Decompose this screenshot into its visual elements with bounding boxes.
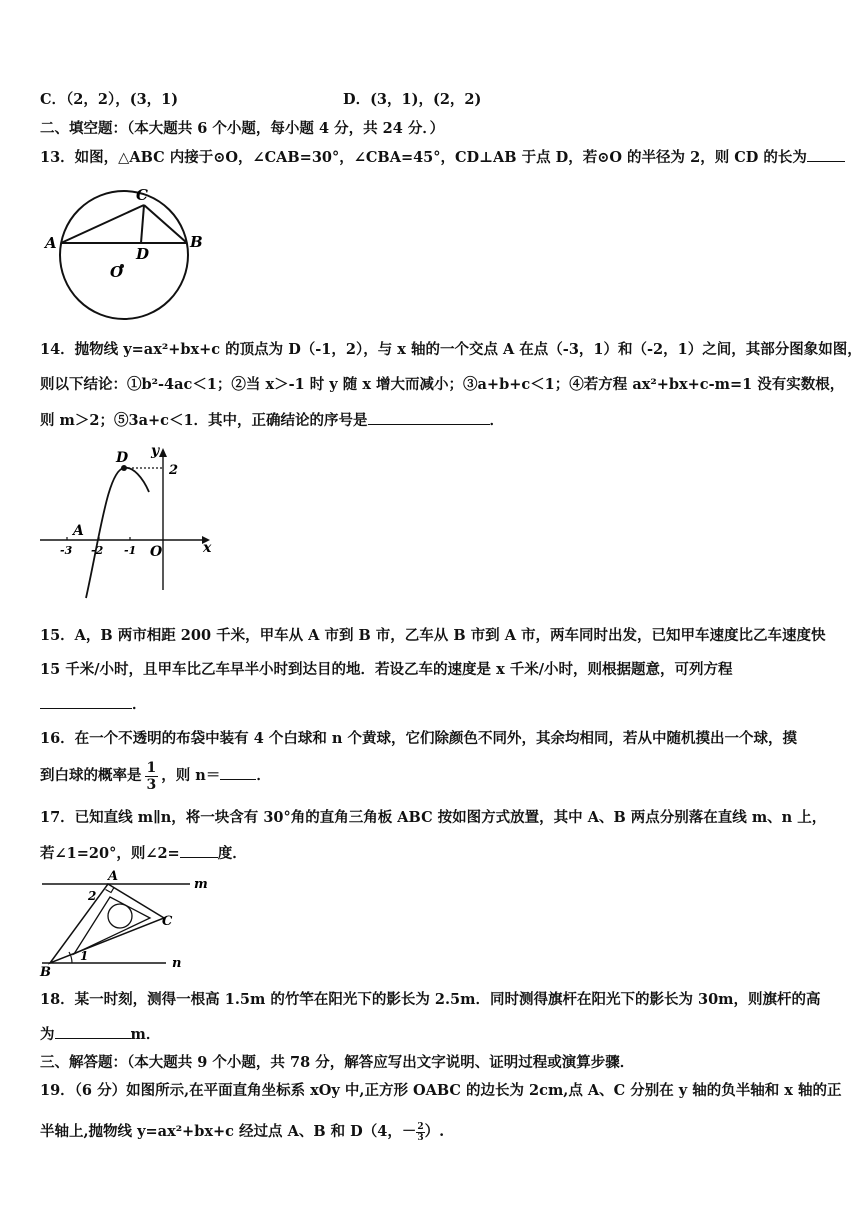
q17-triangle-outer [50,884,164,963]
q13-stem: 13．如图，△ABC 内接于⊙O，∠CAB=30°，∠CBA=45°，CD⊥AB 于点 D，若⊙O 的半径为 2，则 CD 的长为 [40,149,807,166]
q14-figure [38,440,223,600]
q19-line1: 19．（6 分）如图所示,在平面直角坐标系 xOy 中,正方形 OABC 的边长为 2cm,点 A、C 分别在 y 轴的负半轴和 x 轴的正 [40,1082,842,1099]
q13-segment-cd [141,205,144,243]
q16-frac-den: 3 [146,776,157,793]
q13-segment-ac [61,205,144,243]
q17-right-angle-mark [106,888,115,893]
q14-label-y: y [151,443,160,459]
q18-line2-text: 为 [40,1026,55,1043]
q15-line2: 15 千米/小时，且甲车比乙车早半小时到达目的地．若设乙车的速度是 x 千米/小时，则根据题意，可列方程 [40,661,733,678]
q17-label-a: A [108,869,119,884]
q15-line3-end: ． [132,696,147,713]
q14-line3-text: 则 m＞2；⑤3a+c＜1．其中，正确结论的序号是 [40,412,368,429]
q14-label-m3: -3 [60,544,73,557]
q17-label-c: C [162,914,173,929]
q13-circle [60,191,188,319]
q17-answer-blank [180,843,218,858]
q13-text [40,147,845,168]
q19-line2 [40,1118,444,1146]
q13-answer-blank [807,147,845,162]
q16-line2-end: ． [256,767,271,784]
q14-label-d: D [116,450,129,466]
q19-fraction [416,1122,424,1143]
q15-line3 [40,694,147,715]
q16-answer-blank [220,765,256,780]
q17-label-n: n [172,956,182,971]
q18-line2 [40,1024,160,1045]
q18-line2-end: m． [130,1026,161,1043]
q16-line1: 16．在一个不透明的布袋中装有 4 个白球和 n 个黄球，它们除颜色不同外，其余均相同，若从中随机摸出一个球，摸 [40,730,797,747]
q14-line2: 则以下结论：①b²-4ac＜1；②当 x＞-1 时 y 随 x 增大而减小；③a+b+c＜1；④若方程 ax²+bx+c-m=1 没有实数根， [40,376,845,393]
q14-label-o: O [150,544,163,560]
q16-line2-text: 到白球的概率是 [40,767,142,784]
q17-label-2: 2 [88,889,97,903]
q14-line3 [40,410,504,431]
q13-label-o: O [110,263,124,281]
q17-line2 [40,843,247,864]
q13-label-a: A [45,234,57,252]
q17-line2-text: 若∠1=20°，则∠2= [40,845,180,862]
q19-line2-text: 半轴上,抛物线 y=ax²+bx+c 经过点 A、B 和 D（4， [40,1123,402,1140]
q14-parabola [86,468,149,598]
q15-line1: 15．A，B 两市相距 200 千米，甲车从 A 市到 B 市，乙车从 B 市到 A 市，两车同时出发，已知甲车速度比乙车速度快 [40,627,826,644]
q16-frac-num: 1 [146,759,157,776]
q18-answer-blank [55,1024,131,1039]
q17-label-1: 1 [80,949,89,963]
q19-frac-den: 3 [417,1132,424,1143]
q14-label-m1: -1 [124,544,137,557]
section3-header: 三、解答题：（本大题共 9 个小题，共 78 分，解答应写出文字说明、证明过程或演算步骤． [40,1054,635,1071]
q19-line2-end: ）. [424,1123,445,1140]
q17-label-m: m [194,877,208,892]
q15-answer-blank [40,694,132,709]
q12-option-d: D．(3，1)，(2，2) [343,91,482,108]
q16-probability-fraction [145,760,159,793]
q17-figure [38,868,213,980]
q12-option-c: C．（2，2），(3，1) [40,91,179,108]
q17-inner-circle [108,904,132,928]
section2-header: 二、填空题：（本大题共 6 个小题，每小题 4 分，共 24 分．） [40,120,445,137]
q13-label-c: C [136,186,148,204]
q17-label-b: B [40,965,51,980]
q14-label-x: x [203,540,212,556]
q13-label-b: B [190,233,203,251]
q13-label-d: D [136,245,150,263]
q16-line2-mid: ，则 n＝ [161,767,221,784]
q19-frac-num: 2 [417,1121,424,1132]
q14-label-m2: -2 [91,544,104,557]
q17-line1: 17．已知直线 m∥n，将一块含有 30°角的直角三角板 ABC 按如图方式放置，其中 A、B 两点分别落在直线 m、n 上， [40,809,827,826]
q16-line2 [40,758,271,794]
q14-line1: 14．抛物线 y=ax²+bx+c 的顶点为 D（-1，2），与 x 轴的一个交点 A 在点（-3，1）和（-2，1）之间，其部分图象如图， [40,341,862,358]
q13-figure [40,180,210,320]
q18-line1: 18．某一时刻，测得一根高 1.5m 的竹竿在阳光下的影长为 2.5m．同时测得旗杆在阳光下的影长为 30m，则旗杆的高 [40,991,821,1008]
q14-label-2: 2 [169,463,179,478]
q19-minus: － [401,1123,417,1140]
q14-line3-end: ． [489,412,505,429]
q17-line2-end: 度． [217,845,247,862]
q17-angle1-arc [69,952,72,963]
q14-label-a: A [73,523,84,539]
q14-answer-blank [368,410,490,425]
q14-y-arrow [159,448,167,457]
